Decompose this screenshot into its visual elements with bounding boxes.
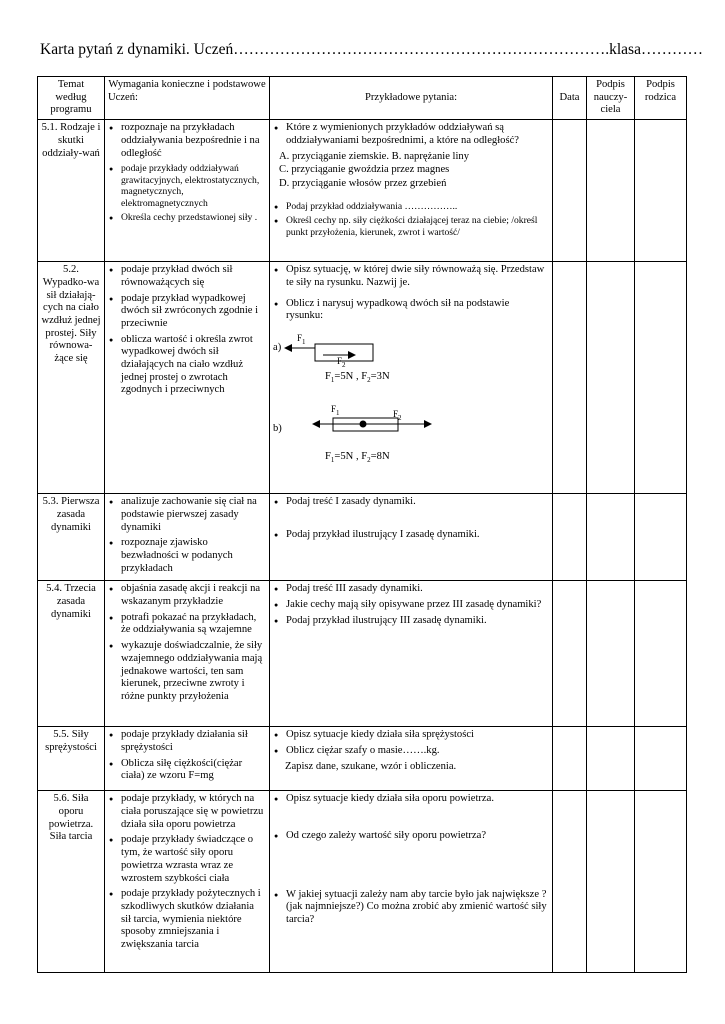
question-item: ● Od czego zależy wartość siły oporu powietrza? [286,830,549,843]
f2-subscript: 2 [342,360,346,369]
answer-option: A. przyciąganie ziemskie. B. naprężanie liny [279,150,470,162]
question-item: ● Podaj przykład ilustrujący III zasadę dynamiki. [286,615,549,628]
page-title: Karta pytań z dynamiki. Uczeń……………………………………………………………….klasa………… [40,41,703,58]
diagram-a-label: a) [273,341,282,353]
requirements-cell [105,727,270,791]
requirement-item: ● podaje przykład dwóch sił równoważących się [121,264,266,289]
parent-signature-cell[interactable] [635,791,687,973]
questions-cell [270,727,553,791]
question-item: ● Podaj przykład oddziaływania …………….. [286,201,549,213]
date-cell[interactable] [553,494,587,581]
force-diagram-drawing [273,327,543,477]
f1-subscript: 1 [302,337,306,346]
topic-cell: 5.2. Wypadko-wa sił działają-cych na ciało wzdłuż jednej prostej. Siły równowa-żące się [38,262,105,494]
requirement-item: ● podaje przykłady, w których na ciała poruszające się w powietrzu działa siła oporu powietrza [121,793,266,831]
requirement-item: ● podaje przykłady oddziaływań grawitacyjnych, elektrostatycznych, magnetycznych, elektromagnetycznych [121,163,266,209]
question-item: ● Podaj przykład ilustrujący I zasadę dynamiki. [286,529,549,542]
b-values-text: =5N , F [334,450,368,462]
parent-signature-cell[interactable] [635,262,687,494]
diagram-b-f1 [331,404,340,417]
questions-cell [270,120,553,262]
question-table [37,76,687,973]
a-values-text: =5N , F [334,370,368,382]
questions-cell [270,791,553,973]
date-cell[interactable] [553,581,587,727]
question-item: ● Podaj treść III zasady dynamiki. [286,583,549,596]
question-item: ● Opisz sytuację, w której dwie siły równoważą się. Przedstaw te siły na rysunku. Nazwij je. [286,264,549,289]
diagram-a-f2 [337,356,346,369]
diagram-a-f1 [297,333,306,346]
question-item: ● Opisz sytuacje kiedy działa siła oporu powietrza. [286,793,549,806]
answer-option: D. przyciąganie włosów przez grzebień [279,177,447,189]
date-cell[interactable] [553,262,587,494]
header-topic: Temat według programu [38,77,105,120]
requirements-cell [105,494,270,581]
f1-subscript: 1 [330,456,335,465]
teacher-signature-cell[interactable] [587,581,635,727]
date-cell[interactable] [553,791,587,973]
question-item: ● Określ cechy np. siły ciężkości działającej teraz na ciebie; /określ punkt przyłożenia, kierunek, zwrot i wartość/ [286,215,549,238]
question-note: Zapisz dane, szukane, wzór i obliczenia. [285,760,457,772]
date-cell[interactable] [553,120,587,262]
f2-symbol: F [337,355,343,366]
table-row [38,262,687,494]
requirement-item: ● podaje przykłady pożytecznych i szkodliwych skutków działania sił tarcia, wymienia niektóre sposoby zmniejszania i zwiększania tarcia [121,888,266,952]
diagram-b-label: b) [273,422,282,434]
requirement-item: ● oblicza wartość i określa zwrot wypadkowej dwóch sił działających na ciało wzdłuż jednej prostej o zwrotach zgodnych i przeciwnych [121,334,266,398]
diagram-b-f2 [393,409,402,422]
parent-signature-cell[interactable] [635,494,687,581]
header-date: Data [553,77,587,120]
topic-cell: 5.6. Siła oporu powietrza. Siła tarcia [38,791,105,973]
table-row [38,791,687,973]
teacher-signature-cell[interactable] [587,262,635,494]
f1-symbol: F [325,450,331,462]
b-f2-value: =8N [370,450,390,462]
requirement-item: ● potrafi pokazać na przykładach, że oddziaływania są wzajemne [121,612,266,637]
f2-subscript: 2 [367,456,371,465]
header-requirements-title: Wymagania konieczne i podstawowe [108,79,266,90]
requirement-item: ● Określa cechy przedstawionej siły . [121,212,266,224]
header-questions: Przykładowe pytania: [270,77,553,120]
requirement-item: ● analizuje zachowanie się ciał na podstawie pierwszej zasady dynamiki [121,496,266,534]
requirements-cell [105,581,270,727]
topic-cell: 5.1. Rodzaje i skutki oddziały-wań [38,120,105,262]
f1-symbol: F [297,332,303,343]
requirement-item: ● Oblicza siłę ciężkości(ciężar ciała) ze wzoru F=mg [121,758,266,783]
requirement-item: ● wykazuje doświadczalnie, że siły wzajemnego oddziaływania mają jednakowe wartości, ten sam kierunek, przeciwne zwroty i różne punkty przyłożenia [121,640,266,704]
questions-cell [270,494,553,581]
topic-cell: 5.5. Siły sprężystości [38,727,105,791]
question-item: ● Oblicz i narysuj wypadkową dwóch sił na podstawie rysunku: [286,298,549,323]
f2-symbol: F [393,408,399,419]
requirement-item: ● objaśnia zasadę akcji i reakcji na wskazanym przykładzie [121,583,266,608]
topic-cell: 5.3. Pierwsza zasada dynamiki [38,494,105,581]
requirement-item: ● rozpoznaje zjawisko bezwładności w podanych przykładach [121,537,266,575]
header-teacher: Podpis nauczy-ciela [587,77,635,120]
header-parent: Podpis rodzica [635,77,687,120]
teacher-signature-cell[interactable] [587,727,635,791]
requirement-item: ● podaje przykłady działania sił sprężystości [121,729,266,754]
diagram-b-values [325,451,390,465]
table-row [38,727,687,791]
question-item: ● W jakiej sytuacji zależy nam aby tarcie było jak największe ? (jak najmniejsze?) Co można zrobić aby zmienić wartość siły tarcia? [286,889,549,927]
table-row [38,120,687,262]
a-f2-value: =3N [370,370,390,382]
f1-symbol: F [331,403,337,414]
header-requirements [105,77,270,120]
question-item: ● Podaj treść I zasady dynamiki. [286,496,549,509]
header-requirements-sub: Uczeń: [108,91,138,103]
answer-options [279,151,549,191]
questions-cell [270,581,553,727]
requirement-item: ● rozpoznaje na przykładach oddziaływania bezpośrednie i na odległość [121,122,266,160]
date-cell[interactable] [553,727,587,791]
teacher-signature-cell[interactable] [587,494,635,581]
question-item: ● Oblicz ciężar szafy o masie…….kg. [286,745,549,758]
question-item: ● Które z wymienionych przykładów oddziaływań są oddziaływaniami bezpośrednimi, a które na odległość? [286,122,549,147]
force-diagram [273,327,549,482]
requirements-cell [105,262,270,494]
teacher-signature-cell[interactable] [587,120,635,262]
answer-option: C. przyciąganie gwoździa przez magnes [279,164,450,176]
table-row [38,494,687,581]
diagram-a-values [325,371,390,385]
f1-subscript: 1 [330,376,335,385]
requirements-cell [105,791,270,973]
table-row [38,581,687,727]
f1-symbol: F [325,370,331,382]
question-item: ● Jakie cechy mają siły opisywane przez III zasadę dynamiki? [286,599,549,612]
teacher-signature-cell[interactable] [587,791,635,973]
f1-subscript: 1 [336,408,340,417]
parent-signature-cell[interactable] [635,581,687,727]
question-item: ● Opisz sytuacje kiedy działa siła sprężystości [286,729,549,742]
parent-signature-cell[interactable] [635,120,687,262]
parent-signature-cell[interactable] [635,727,687,791]
f2-subscript: 2 [367,376,371,385]
f2-subscript: 2 [398,413,402,422]
requirements-cell [105,120,270,262]
header-row [38,77,687,120]
topic-cell: 5.4. Trzecia zasada dynamiki [38,581,105,727]
requirement-item: ● podaje przykład wypadkowej dwóch sił zwróconych zgodnie i przeciwnie [121,293,266,331]
requirement-item: ● podaje przykłady świadczące o tym, że wartość siły oporu powietrza wzrasta wraz ze wzrostem szybkości ciała [121,834,266,885]
questions-cell [270,262,553,494]
